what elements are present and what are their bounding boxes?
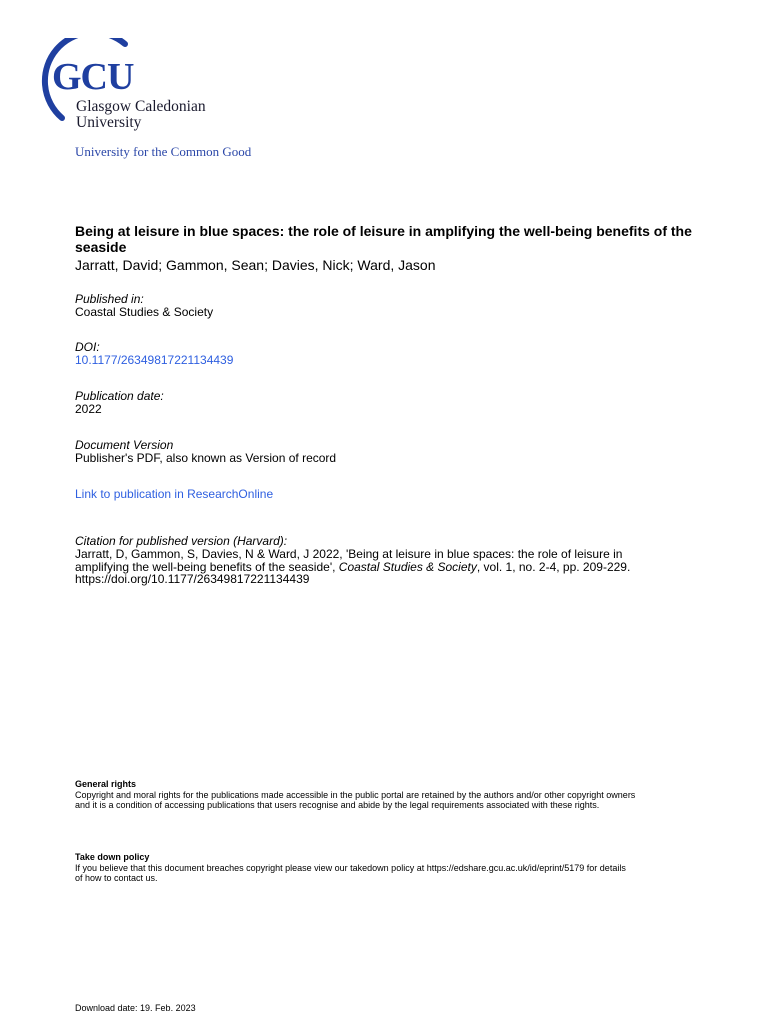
paper-title: Being at leisure in blue spaces: the role of leisure in amplifying the well-being benefits of the seaside [75,223,692,255]
takedown-line2: of how to contact us. [75,873,158,883]
doi-label: DOI: [75,340,100,354]
gcu-logo [40,38,280,138]
general-rights-section [75,779,735,811]
doi-link[interactable]: 10.1177/26349817221134439 [75,353,234,367]
takedown-section [75,852,735,884]
citation-section [75,535,695,586]
download-date: Download date: 19. Feb. 2023 [75,1003,196,1013]
research-online-section [75,488,273,501]
citation-line1: Jarratt, D, Gammon, S, Davies, N & Ward, J 2022, 'Being at leisure in blue spaces: the role of leisure in [75,547,623,561]
tagline: University for the Common Good [75,144,252,159]
paper-authors: Jarratt, David; Gammon, Sean; Davies, Nick; Ward, Jason [75,257,436,273]
logo-name-line1: Glasgow Caledonian [76,98,206,115]
doi-section [75,341,233,367]
citation-line2-pre: amplifying the well-being benefits of the seaside', [75,559,339,574]
published-in-section [75,293,213,319]
document-version-value: Publisher's PDF, also known as Version of record [75,451,337,465]
citation-label: Citation for published version (Harvard): [75,534,288,548]
published-in-label: Published in: [75,292,144,306]
citation-doi-url: https://doi.org/10.1177/26349817221134439 [75,572,310,586]
general-rights-line2: and it is a condition of accessing publications that users recognise and abide by the legal requirements associated with these rights. [75,800,600,810]
citation-journal: Coastal Studies & Society [338,559,477,574]
published-in-value: Coastal Studies & Society [75,305,214,319]
publication-date-value: 2022 [75,402,102,416]
publication-date-section [75,390,164,416]
document-version-section [75,439,336,465]
general-rights-line1: Copyright and moral rights for the publications made accessible in the public portal are retained by the authors and/or other copyright owners [75,789,636,800]
takedown-line1: If you believe that this document breaches copyright please view our takedown policy at https://edshare.gcu.ac.uk/id/eprint/5179 for details [75,862,626,873]
general-rights-heading: General rights [75,779,137,789]
takedown-heading: Take down policy [75,852,150,862]
logo-abbr: GCU [52,56,134,98]
document-version-label: Document Version [75,438,174,452]
publication-date-label: Publication date: [75,389,164,403]
logo-name-line2: University [76,114,142,131]
research-online-link[interactable]: Link to publication in ResearchOnline [75,487,274,501]
citation-line2-post: , vol. 1, no. 2-4, pp. 209-229. [476,559,631,574]
